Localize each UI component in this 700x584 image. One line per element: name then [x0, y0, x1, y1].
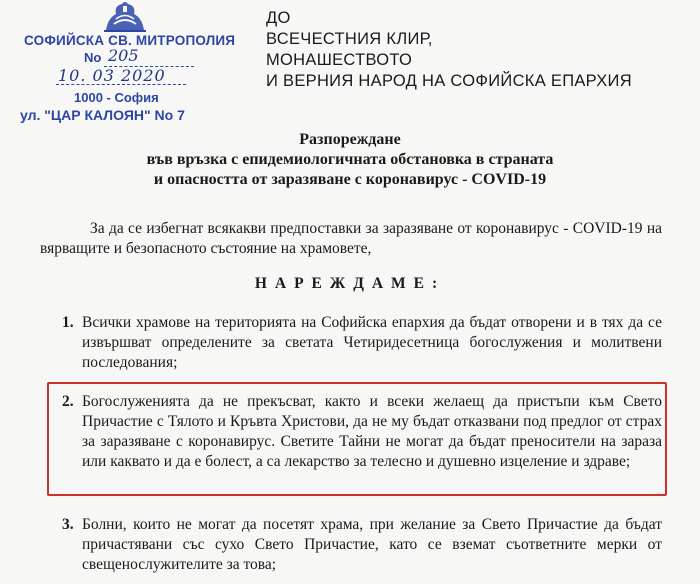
metropolis-seal-icon [102, 0, 148, 34]
addressee-line: ВСЕЧЕСТНИЯ КЛИР, [266, 30, 433, 48]
item-number: 3. [62, 516, 74, 533]
item-text: Всички храмове на територията на Софийска епархия да бъдат отворени и в тях да се извършват определените за светата Четиридесетница богослужения и молитвени последования; [82, 314, 662, 371]
item-text: Богослуженията да не прекъсват, както и всеки желаещ да пристъпи към Свето Причастие с Тялото и Кръвта Христови, да не му бъдат отказвани под предлог от страх за заразяване с коронавирус. Светите Тайни не могат да бъдат преносители на зараза или каквато и да е болест, а са лекарство за телесно и душевно изцеление и здраве; [82, 393, 662, 470]
intro-paragraph [40, 219, 662, 259]
stamp-number-value: 205 [108, 46, 139, 65]
stamp-street: ул. "ЦАР КАЛОЯН" No 7 [20, 107, 185, 123]
addressee-line: И ВЕРНИЯ НАРОД НА СОФИЙСКА ЕПАРХИЯ [266, 72, 632, 90]
intro-text: За да се избегнат всякакви предпоставки за заразяване от коронавирус - COVID-19 на вярващите и безопасното състояние на храмовете, [40, 220, 662, 257]
list-item [62, 515, 662, 575]
document-title [90, 130, 610, 190]
list-item [62, 392, 662, 472]
registry-stamp [14, 0, 236, 130]
stamp-date-rule [56, 84, 186, 85]
stamp-city: 1000 - София [74, 90, 159, 105]
addressee-line: ДО [266, 9, 291, 27]
item-text: Болни, които не могат да посетят храма, при желание за Свето Причастие да бъдат причастявани със сухо Свето Причастие, като се вземат съответните мерки от свещенослужителите за това; [82, 516, 662, 573]
stamp-organization: СОФИЙСКА СВ. МИТРОПОЛИЯ [24, 33, 236, 48]
decree-heading: НАРЕЖДАМЕ: [254, 275, 446, 292]
item-number: 2. [62, 393, 74, 410]
title-line: във връзка с епидемиологичната обстановка в страната [146, 151, 554, 168]
addressee-line: МОНАШЕСТВОТО [266, 51, 413, 69]
stamp-date: 10. 03 2020 [58, 66, 166, 85]
title-line: и опасността от заразяване с коронавирус - COVID-19 [153, 171, 547, 188]
addressee-block [266, 8, 632, 92]
title-line: Разпореждане [299, 131, 401, 148]
item-number: 1. [62, 314, 74, 331]
list-item [62, 313, 662, 373]
stamp-number-label: No [84, 50, 102, 65]
